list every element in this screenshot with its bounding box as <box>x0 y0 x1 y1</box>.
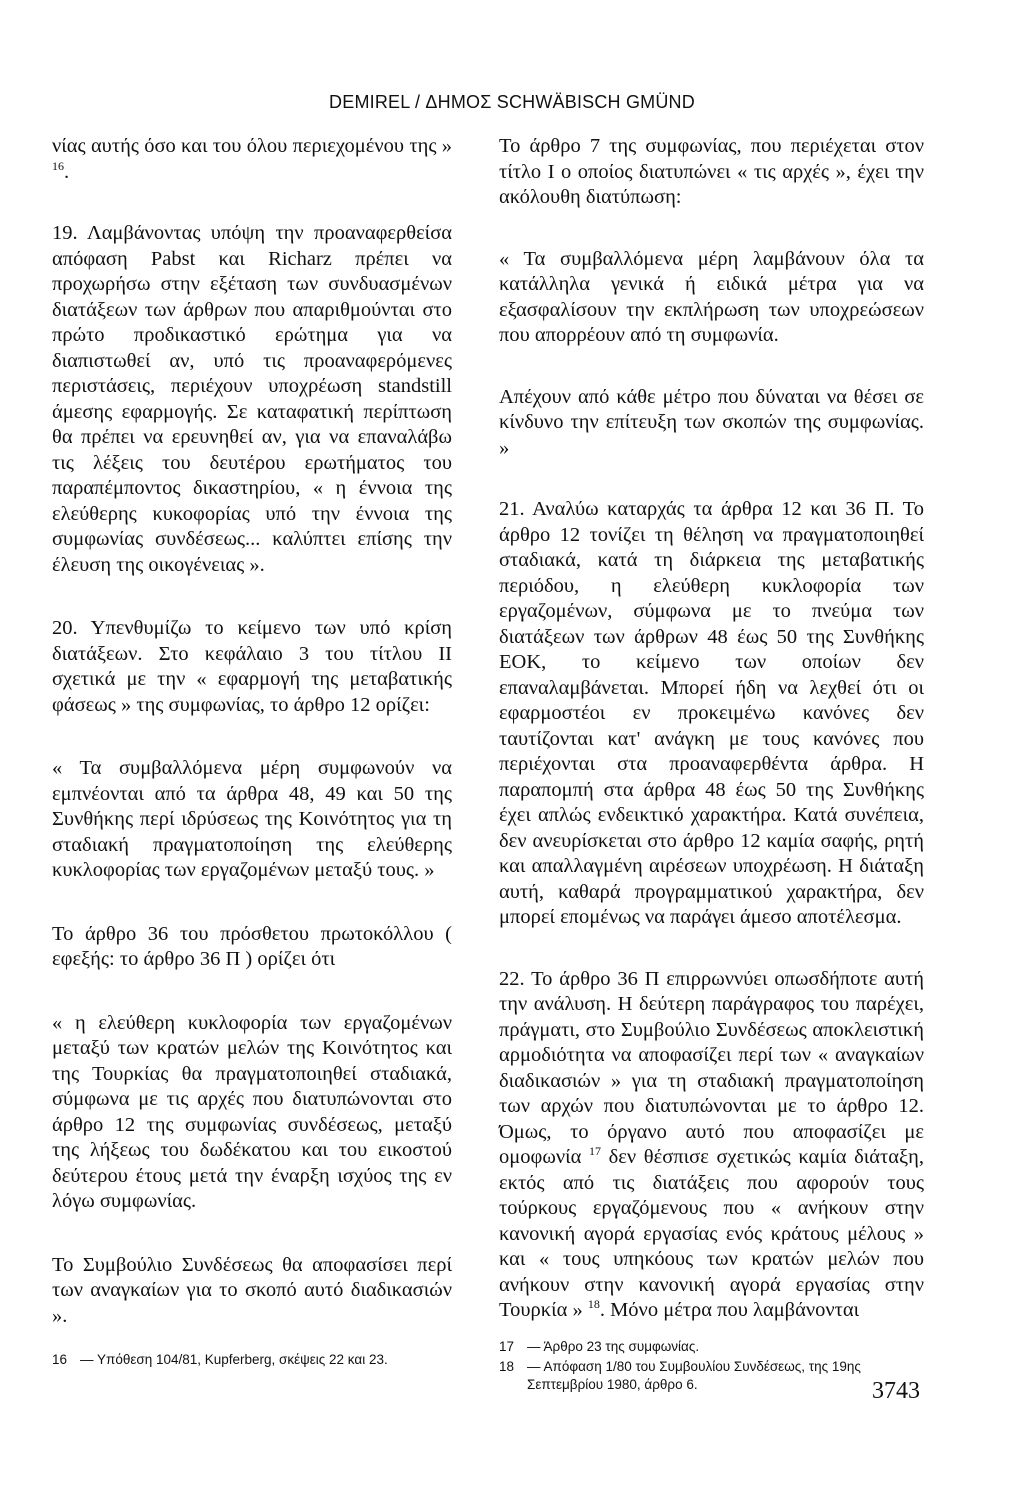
paragraph-20: 20. Υπενθυμίζω το κείμενο των υπό κρίση διατάξεων. Στο κεφάλαιο 3 του τίτλου II σχετικά με την « εφαρμογή της μεταβατικής φάσεως » της συμφωνίας, το άρθρο 12 ορίζει: <box>52 617 452 716</box>
footnote-18 <box>499 1358 924 1394</box>
paragraph-text-end: . <box>64 160 70 183</box>
left-column <box>52 134 452 1371</box>
article-36-intro: Το άρθρο 36 του πρόσθετου πρωτοκόλλου ( εφεξής: το άρθρο 36 Π ) ορίζει ότι <box>52 922 452 970</box>
footnote-text: — Άρθρο 23 της συμφωνίας. <box>527 1338 700 1354</box>
quote-article-36: « η ελεύθερη κυκλοφορία των εργαζομένων μεταξύ των κρατών μελών της Κοινότητος και της Τουρκίας θα πραγματοποιηθεί σταδιακά, σύμφωνα με τις αρχές που διατυπώνονται στο άρθρο 12 της συμφωνίας συνδέσεως, μεταξύ της λήξεως του δωδέκατου και του εικοστού δεύτερου έτους μετά την έναρξη ισχύος της εν λόγω συμφωνίας. <box>52 1011 452 1212</box>
footnote-number: 16 <box>52 1352 68 1367</box>
footnote-17 <box>499 1338 924 1356</box>
page-number: 3743 <box>872 1378 920 1404</box>
quote-article-7-a: « Τα συμβαλλόμενα μέρη λαμβάνουν όλα τα κατάλληλα γενικά ή ειδικά μέτρα για να εξασφαλίσουν την εκπλήρωση των υποχρεώσεων που απορρέουν από τη συμφωνία. <box>499 247 924 346</box>
right-column <box>499 134 924 1396</box>
quote-article-36-cont: Το Συμβούλιο Συνδέσεως θα αποφασίσει περί των αναγκαίων για το σκοπό αυτό διαδικασιών ». <box>52 1253 452 1327</box>
running-header: DEMIREL / ΔΗΜΟΣ SCHWÄBISCH GMÜND <box>329 92 695 112</box>
paragraph-text: . Μόνο μέτρα που λαμβάνονται <box>599 1299 860 1321</box>
paragraph-21: 21. Αναλύω καταρχάς τα άρθρα 12 και 36 Π. Το άρθρο 12 τονίζει τη θέληση να πραγματοποιηθεί σταδιακά, κατά τη διάρκεια της μεταβατικής περιόδου, η ελεύθερη κυκλοφορία των εργαζομένων, σύμφωνα με το πνεύμα των διατάξεων των άρθρων 48 έως 50 της Συνθήκης ΕΟΚ, το κείμενο των οποίων δεν επαναλαμβάνεται. Μπορεί ήδη να λεχθεί ότι οι εφαρμοστέοι εν προκειμένω κανόνες δεν ταυτίζονται κατ' ανάγκη με τους κανόνες που περιέχονται στα προαναφερθέντα άρθρα. Η παραπομπή στα άρθρα 48 έως 50 της Συνθήκης έχει απλώς ενδεικτικό χαρακτήρα. Κατά συνέπεια, δεν ανευρίσκεται στο άρθρο 12 καμία σαφής, ρητή και απαλλαγμένη αιρέσεων υποχρέωση. Η διάταξη αυτή, καθαρά προγραμματικού χαρακτήρα, δεν μπορεί επομένως να παράγει άμεσο αποτέλεσμα. <box>499 498 924 928</box>
footnote-16 <box>52 1351 452 1369</box>
footnote-number: 17 <box>499 1338 515 1354</box>
paragraph-text: 22. Το άρθρο 36 Π επιρρωννύει οπωσδήποτε αυτή την ανάλυση. Η δεύτερη παράγραφος του παρέχει, πράγματι, στο Συμβούλιο Συνδέσεως αποκλειστική αρμοδιότητα να αποφασίζει περί των « αναγκαίων διαδικασιών » για τη σταδιακή πραγματοποίηση των αρχών που διατυπώνονται με το άρθρο 12. Όμως, το όργανο αυτό που αποφασίζει με ομοφωνία <box>499 967 924 1168</box>
quote-article-12: « Τα συμβαλλόμενα μέρη συμφωνούν να εμπνέονται από τα άρθρα 48, 49 και 50 της Συνθήκης περί ιδρύσεως της Κοινότητος για τη σταδιακή πραγματοποίηση της ελεύθερης κυκλοφορίας των εργαζομένων μεταξύ τους. » <box>52 757 452 881</box>
footnote-ref-17: 17 <box>588 1144 601 1159</box>
article-7-intro: Το άρθρο 7 της συμφωνίας, που περιέχεται στον τίτλο I ο οποίος διατυπώνει « τις αρχές », έχει την ακόλουθη διατύπωση: <box>499 135 924 208</box>
footnote-text: — Απόφαση 1/80 του Συμβουλίου Συνδέσεως, της 19ης Σεπτεμβρίου 1980, άρθρο 6. <box>527 1358 861 1392</box>
paragraph-text: νίας αυτής όσο και του όλου περιεχομένου της » <box>52 135 452 157</box>
paragraph-text: δεν θέσπισε σχετικώς καμία διάταξη, εκτός από τις διατάξεις που αφορούν τους τούρκους εργαζόμενους που « ανήκουν στην κανονική αγορά εργασίας ενός κράτους μέλους » και « τους υπηκόους των κρατών μελών που ανήκουν στην κανονική αγορά εργασίας στην Τουρκία » <box>499 1146 925 1321</box>
footnote-text: — Υπόθεση 104/81, Kupferberg, σκέψεις 22 και 23. <box>80 1352 388 1367</box>
paragraph-continuation <box>52 134 452 185</box>
footnote-ref-18: 18 <box>587 1297 600 1312</box>
footnote-ref-16: 16 <box>52 158 64 173</box>
quote-article-7-b: Απέχουν από κάθε μέτρο που δύναται να θέσει σε κίνδυνο την επίτευξη των σκοπών της συμφωνίας. » <box>499 385 924 459</box>
paragraph-22 <box>499 967 924 1324</box>
footnote-number: 18 <box>499 1358 515 1374</box>
paragraph-19: 19. Λαμβάνοντας υπόψη την προαναφερθείσα απόφαση Pabst και Richarz πρέπει να προχωρήσω στην εξέταση των συνδυασμένων διατάξεων των άρθρων που απαριθμούνται στο πρώτο προδικαστικό ερώτημα για να διαπιστωθεί αν, υπό τις προαναφερόμενες περιστάσεις, περιέχουν υποχρέωση standstill άμεσης εφαρμογής. Σε καταφατική περίπτωση θα πρέπει να ερευνηθεί αν, για να επαναλάβω τις λέξεις του δευτέρου ερωτήματος του παραπέμποντος δικαστηρίου, « η έννοια της ελεύθερης κυκοφορίας υπό την έννοια της συμφωνίας συνδέσεως... καλύπτει επίσης την έλευση της οικογένειας ». <box>52 222 452 576</box>
